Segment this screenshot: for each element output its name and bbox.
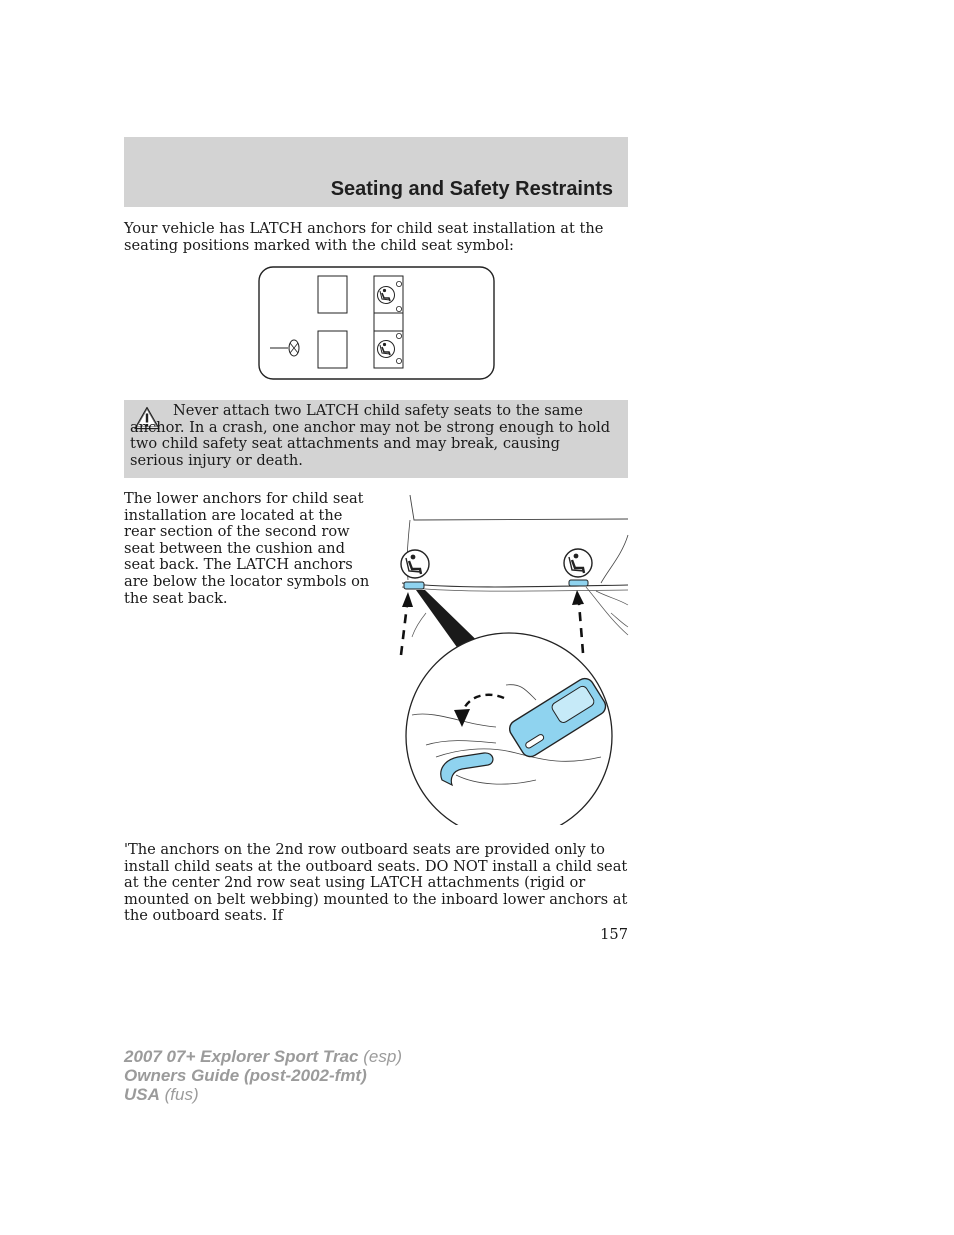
- child-seat-icon: [378, 287, 395, 304]
- footer-guide: Owners Guide (post-2002-fmt): [124, 1066, 367, 1085]
- child-seat-locator-icon: [401, 550, 429, 578]
- arrow-icon: [579, 603, 583, 653]
- intro-paragraph: Your vehicle has LATCH anchors for child seat installation at the seating positions marked with the child seat symbol:: [124, 220, 604, 254]
- footer-model: 2007 07+ Explorer Sport Trac: [124, 1047, 359, 1066]
- lower-anchors-paragraph: The lower anchors for child seat installation are located at the rear section of the second row seat between the cushion and seat back. The LATCH anchors are below the locator symbols on the seat back.: [124, 490, 370, 607]
- document-footer: [124, 1047, 402, 1104]
- seating-position-diagram: [258, 266, 496, 382]
- section-header: [124, 137, 628, 207]
- outboard-note-paragraph: 'The anchors on the 2nd row outboard seats are provided only to install child seats at the outboard seats. DO NOT install a child seat at the center 2nd row seat using LATCH attachments (rigid or mounted on belt webbing) mounted to the inboard lower anchors at the outboard seats. If: [124, 841, 628, 925]
- latch-anchor-left: [404, 582, 424, 589]
- front-seat-left: [318, 276, 347, 313]
- arrow-icon: [401, 605, 407, 655]
- footer-market: USA: [124, 1085, 160, 1104]
- child-seat-locator-icon: [564, 549, 592, 577]
- front-seat-right: [318, 331, 347, 368]
- page-number: 157: [600, 926, 628, 943]
- child-seat-icon: [378, 341, 395, 358]
- footer-market-code: (fus): [164, 1085, 199, 1104]
- footer-model-code: (esp): [363, 1047, 402, 1066]
- latch-anchor-illustration: [396, 495, 630, 825]
- warning-text: Never attach two LATCH child safety seats to the same anchor. In a crash, one anchor may not be strong enough to hold two child safety seat attachments and may break, causing serious injury or death.: [130, 402, 611, 469]
- section-title: Seating and Safety Restraints: [330, 178, 613, 200]
- latch-anchor-right: [569, 580, 588, 586]
- warning-box: [124, 400, 628, 478]
